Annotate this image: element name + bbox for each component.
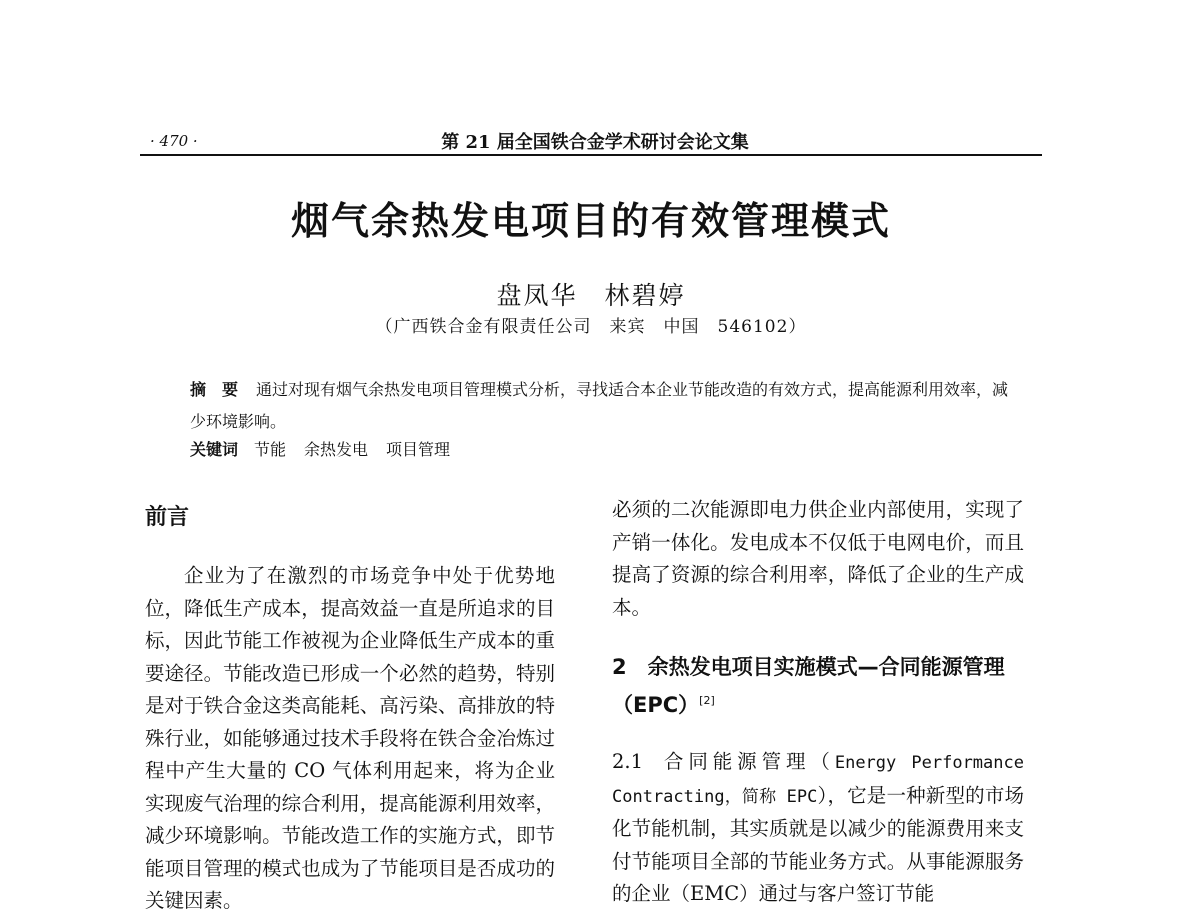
continued-paragraph: 必须的二次能源即电力供企业内部使用，实现了产销一体化。发电成本不仅低于电网电价，而且提高了资源的综合利用率，降低了企业的生产成本。 [612,498,1024,619]
section-heading-2 [612,650,1024,722]
proceedings-title: 第 21 届全国铁合金学术研讨会论文集 [441,132,749,153]
page-number: · 470 · [150,132,198,150]
keyword: 余热发电 [304,440,369,459]
section-heading-preface: 前言 [145,505,190,530]
abstract-text: 通过对现有烟气余热发电项目管理模式分析，寻找适合本企业节能改造的有效方式，提高能源利用效率，减少环境影响。 [190,380,1009,431]
keywords [190,436,468,464]
subsection-latin: Energy Performance Contracting，简称 EPC [612,753,1024,807]
abstract [190,374,1010,438]
keywords-label: 关键词 [190,440,239,459]
paper-affiliation: （广西铁合金有限责任公司 来宾 中国 546102） [375,317,807,337]
keyword: 项目管理 [386,440,451,459]
subsection-text-a: 合同能源管理（ [659,750,835,773]
subsection-text-b: ），它是一种新型的市场化节能机制，其实质就是以减少的能源费用来支付节能项目全部的节能业务方式。从事能源服务的企业（EMC）通过与客户签订节能 [612,783,1024,905]
header-rule [140,154,1042,156]
section2-citation: [2] [699,694,715,707]
preface-paragraph: 企业为了在激烈的市场竞争中处于优势地位，降低生产成本，提高效益一直是所追求的目标，因此节能工作被视为企业降低生产成本的重要途径。节能改造已形成一个必然的趋势，特别是对于铁合金这类高能耗、高污染、高排放的特殊行业，如能够通过技术手段将在铁合金冶炼过程中产生大量的 CO 气体利用起来，将为企业实现废气治理的综合利用，提高能源利用效率，减少环境影响。节能改造工作的实施方式，即节能项目管理的模式也成为了节能项目是否成功的关键因素。 [145,564,555,912]
subsection-number: 2.1 [612,750,644,773]
subsection-2-1-paragraph [612,746,1024,911]
keyword: 节能 [254,440,287,459]
section2-title: 2 余热发电项目实施模式—合同能源管理（EPC） [612,655,1005,717]
abstract-label: 摘 要 [190,380,239,399]
paper-authors: 盘凤华 林碧婷 [496,281,686,310]
paper-title: 烟气余热发电项目的有效管理模式 [290,199,891,243]
